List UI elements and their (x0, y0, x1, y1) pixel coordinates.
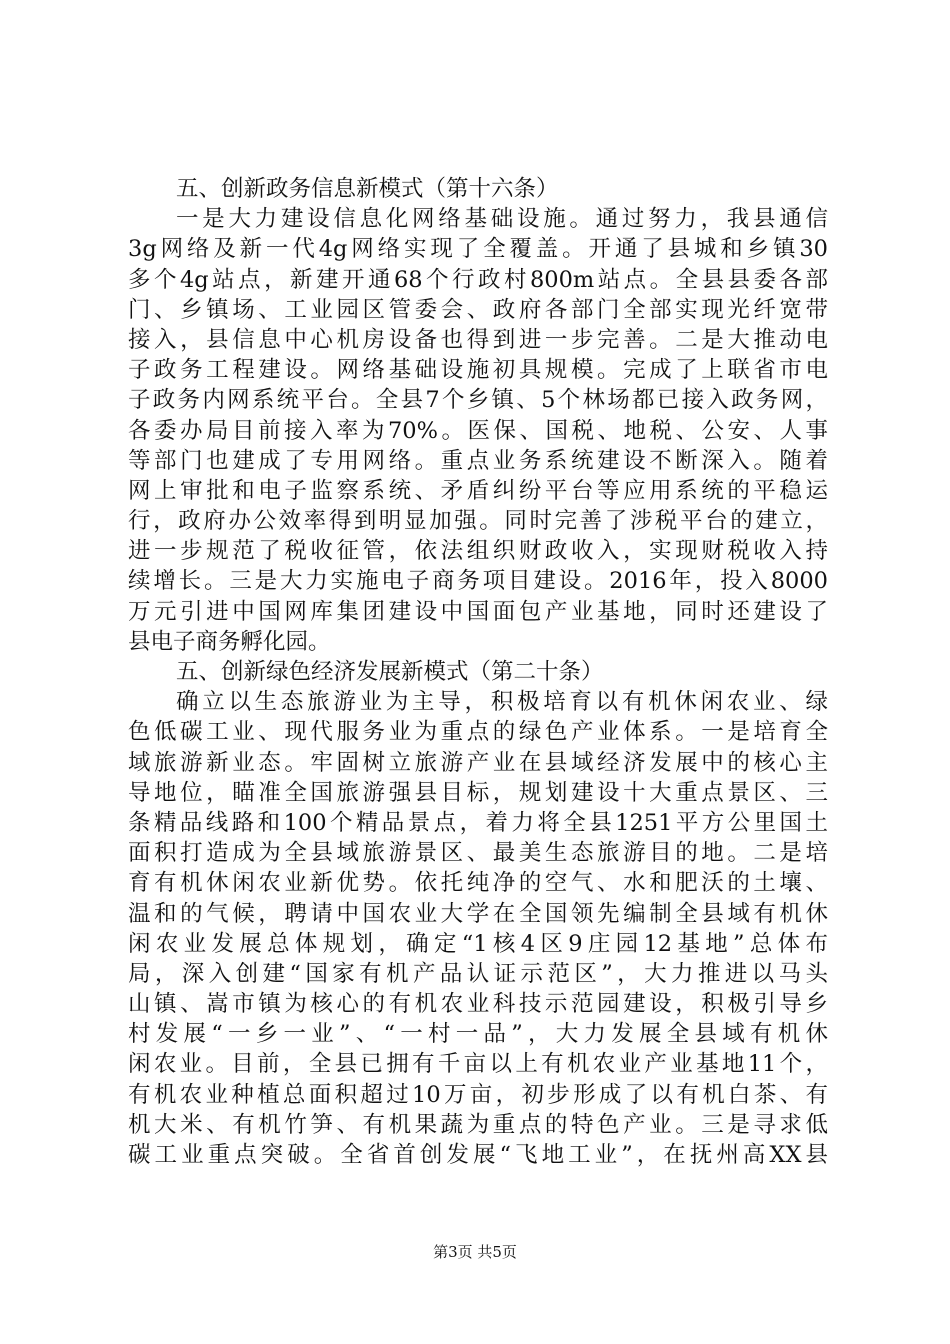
text-line: 等部门也建成了专用网络。重点业务系统建设不断深入。随着 (128, 447, 828, 474)
text-line: 条精品线路和100个精品景点，着力将全县1251平方公里国土 (128, 809, 828, 836)
text-line: 子政务内网系统平台。全县7个乡镇、5个林场都已接入政务网， (128, 387, 828, 414)
text-line: 色低碳工业、现代服务业为重点的绿色产业体系。一是培育全 (128, 719, 828, 746)
document-body (128, 174, 828, 1170)
text-line: 县电子商务孵化园。 (128, 628, 331, 655)
page-footer: 第3页 共5页 (433, 1243, 517, 1261)
text-line: 3g网络及新一代4g网络实现了全覆盖。开通了县城和乡镇30 (128, 236, 828, 263)
text-line: 各委办局目前接入率为70%。医保、国税、地税、公安、人事 (128, 417, 828, 444)
text-line: 五、创新政务信息新模式（第十六条） (176, 176, 559, 202)
text-line: 闲农业。目前，全县已拥有千亩以上有机农业产业基地11个， (128, 1051, 828, 1078)
text-line: 温和的气候，聘请中国农业大学在全国领先编制全县域有机休 (128, 900, 828, 927)
text-line: 确立以生态旅游业为主导，积极培育以有机休闲农业、绿 (176, 689, 828, 716)
text-line: 山镇、嵩市镇为核心的有机农业科技示范园建设，积极引导乡 (128, 991, 828, 1018)
text-line: 有机农业种植总面积超过10万亩，初步形成了以有机白茶、有 (128, 1081, 828, 1108)
text-line: 闲农业发展总体规划，确定“1核4区9庄园12基地”总体布 (128, 930, 828, 957)
text-line: 续增长。三是大力实施电子商务项目建设。2016年，投入8000 (128, 568, 828, 595)
text-line: 多个4g站点，新建开通68个行政村800m站点。全县县委各部 (128, 266, 828, 293)
text-line: 网上审批和电子监察系统、矛盾纠纷平台等应用系统的平稳运 (128, 477, 828, 504)
text-line: 域旅游新业态。牢固树立旅游产业在县域经济发展中的核心主 (128, 749, 828, 776)
text-line: 万元引进中国网库集团建设中国面包产业基地，同时还建设了 (128, 598, 828, 625)
text-line: 导地位，瞄准全国旅游强县目标，规划建设十大重点景区、三 (128, 779, 828, 806)
text-line: 机大米、有机竹笋、有机果蔬为重点的特色产业。三是寻求低 (128, 1111, 828, 1138)
text-line: 五、创新绿色经济发展新模式（第二十条） (176, 659, 604, 685)
text-line: 子政务工程建设。网络基础设施初具规模。完成了上联省市电 (128, 357, 828, 384)
text-line: 面积打造成为全县域旅游景区、最美生态旅游目的地。二是培 (128, 840, 828, 867)
text-line: 行，政府办公效率得到明显加强。同时完善了涉税平台的建立， (128, 508, 828, 535)
text-line: 门、乡镇场、工业园区管委会、政府各部门全部实现光纤宽带 (128, 296, 828, 323)
text-line: 碳工业重点突破。全省首创发展“飞地工业”，在抚州高XX县 (128, 1142, 828, 1168)
text-line: 村发展“一乡一业”、“一村一品”，大力发展全县域有机休 (128, 1021, 828, 1048)
text-line: 育有机休闲农业新优势。依托纯净的空气、水和肥沃的土壤、 (128, 870, 828, 897)
text-line: 局，深入创建“国家有机产品认证示范区”，大力推进以马头 (128, 960, 828, 987)
text-line: 一是大力建设信息化网络基础设施。通过努力，我县通信 (176, 206, 828, 233)
text-line: 进一步规范了税收征管，依法组织财政收入，实现财税收入持 (128, 538, 828, 565)
text-line: 接入，县信息中心机房设备也得到进一步完善。二是大推动电 (128, 326, 828, 353)
